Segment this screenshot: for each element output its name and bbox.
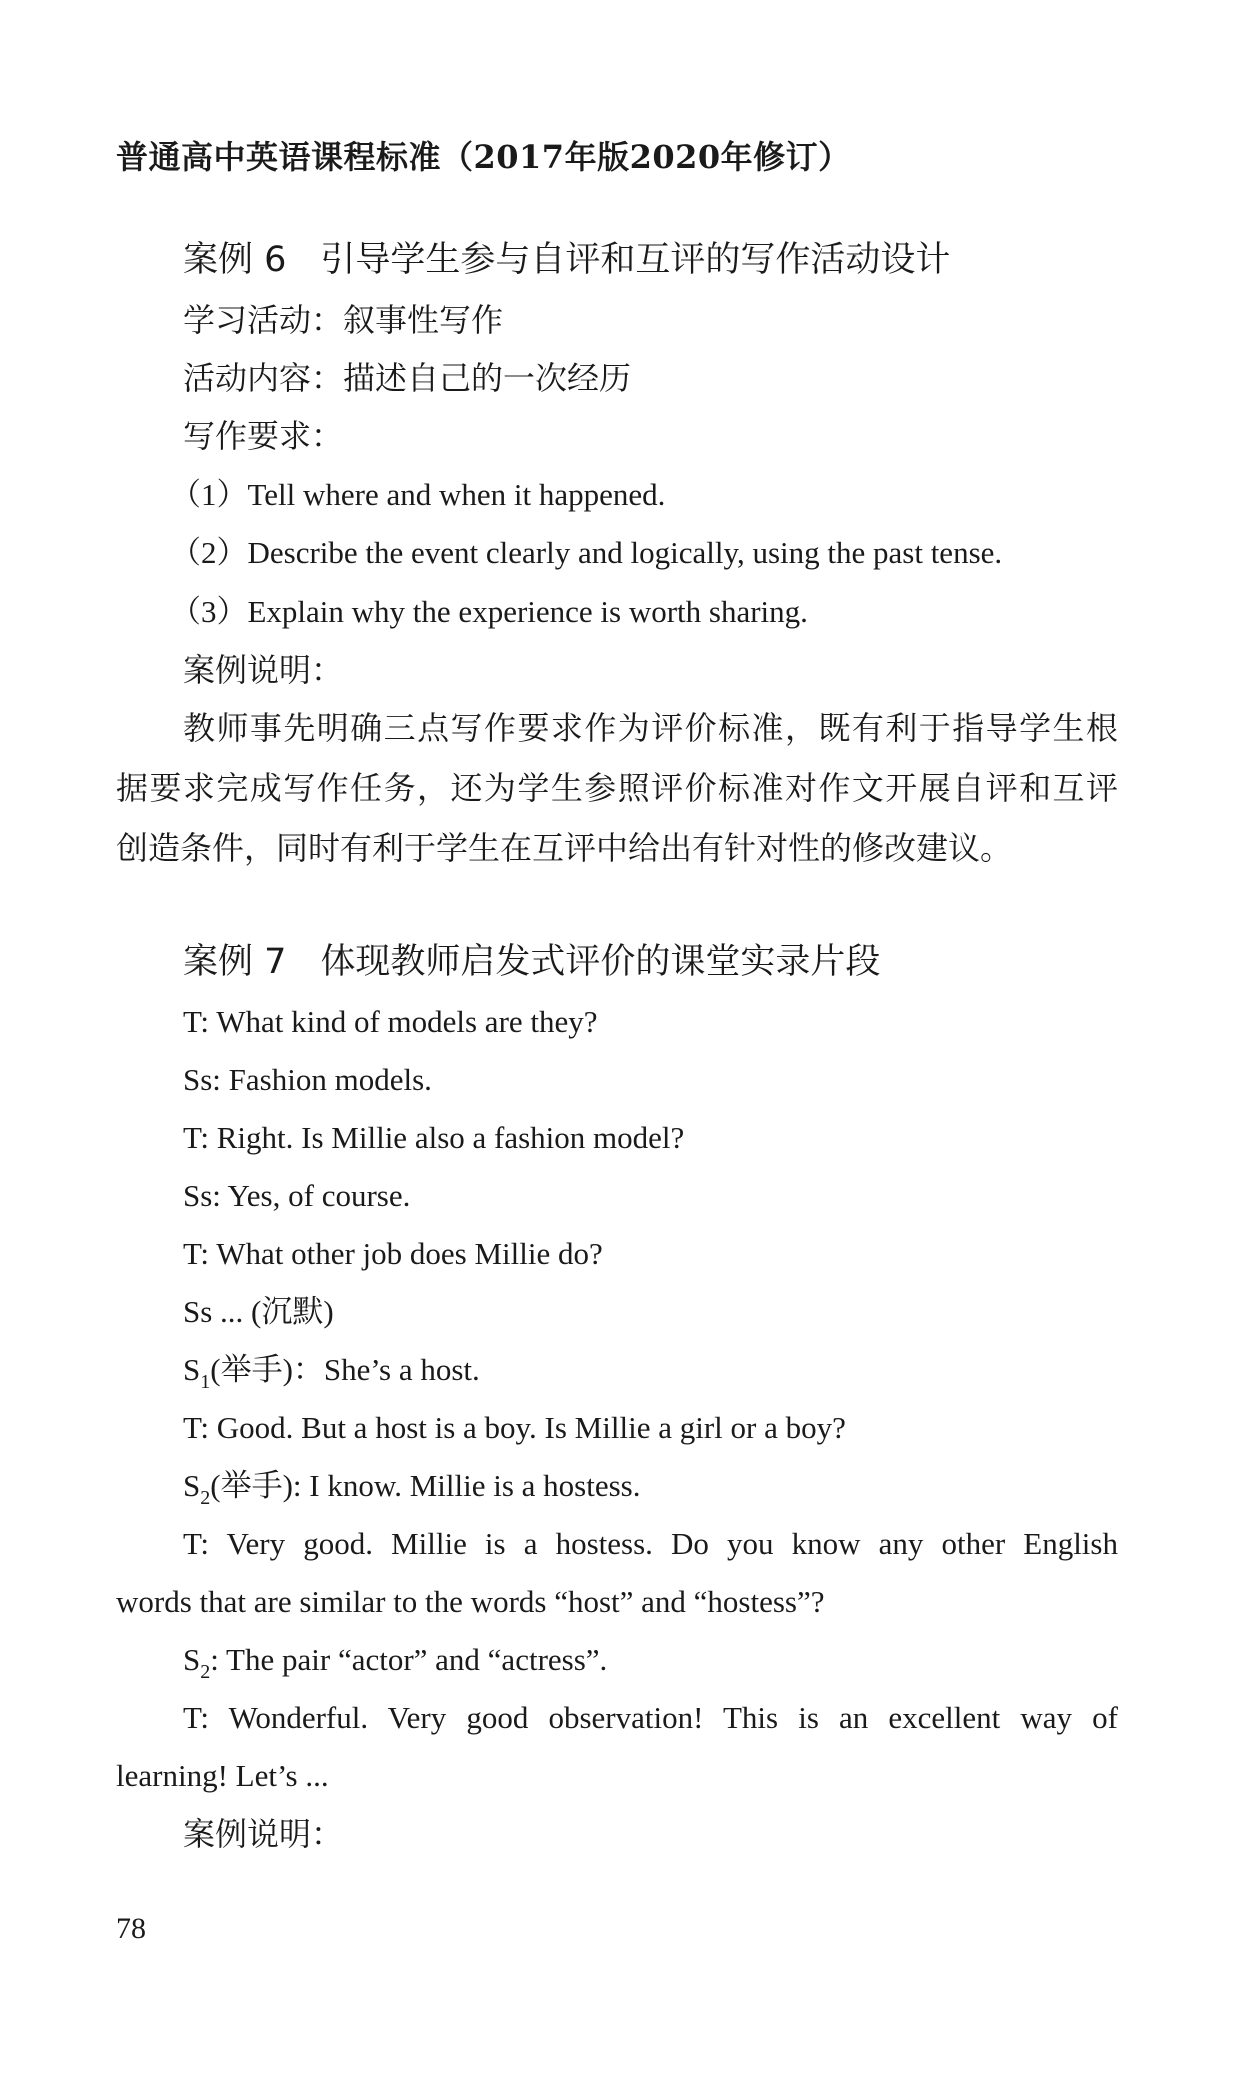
dialogue-line-s1 <box>183 1350 480 1394</box>
speaker-s2: S <box>183 1642 201 1677</box>
dialogue-line: T: Very good. Millie is a hostess. Do you know any other English <box>183 1526 1118 1561</box>
dialogue-line: T: What kind of models are they? <box>183 1004 598 1039</box>
case6-note-line-2: 据要求完成写作任务，还为学生参照评价标准对作文开展自评和互评 <box>116 769 1118 807</box>
dialogue-line-s2b <box>183 1640 607 1684</box>
dialogue-line: T: Wonderful. Very good observation! This is an excellent way of <box>183 1700 1118 1735</box>
case6-note-label: 案例说明： <box>183 651 344 689</box>
speaker-subscript: 2 <box>200 1487 211 1509</box>
dialogue-line: Ss: Fashion models. <box>183 1062 432 1097</box>
case7-title: 体现教师启发式评价的课堂实录片段 <box>320 942 881 982</box>
requirement-1: （1）Tell where and when it happened. <box>170 477 666 512</box>
utterance: (举手)：She’s a host. <box>210 1352 480 1387</box>
case6-req-label: 写作要求： <box>183 417 344 455</box>
speaker-subscript: 1 <box>200 1371 211 1393</box>
dialogue-line: words that are similar to the words “host” and “hostess”? <box>116 1584 825 1619</box>
dialogue-line: T: Good. But a host is a boy. Is Millie a girl or a boy? <box>183 1410 846 1445</box>
requirement-2: （2）Describe the event clearly and logically, using the past tense. <box>170 535 1003 570</box>
utterance: : The pair “actor” and “actress”. <box>210 1642 608 1677</box>
speaker-subscript: 2 <box>200 1661 211 1683</box>
case6-content: 活动内容：描述自己的一次经历 <box>183 359 632 397</box>
case6-heading <box>183 240 950 280</box>
utterance: (举手): I know. Millie is a hostess. <box>210 1468 641 1503</box>
case7-number: 案例 7 <box>183 942 287 982</box>
dialogue-line: T: What other job does Millie do? <box>183 1236 603 1271</box>
requirement-3: （3）Explain why the experience is worth sharing. <box>170 594 808 629</box>
case6-activity: 学习活动：叙事性写作 <box>183 301 504 339</box>
dialogue-line: Ss ... (沉默) <box>183 1294 334 1329</box>
case6-note-line-1: 教师事先明确三点写作要求作为评价标准，既有利于指导学生根 <box>183 709 1118 747</box>
dialogue-line-s2 <box>183 1466 640 1510</box>
case6-title: 引导学生参与自评和互评的写作活动设计 <box>320 240 951 280</box>
dialogue-line: T: Right. Is Millie also a fashion model? <box>183 1120 685 1155</box>
running-header: 普通高中英语课程标准（2017年版2020年修订） <box>116 138 851 176</box>
page-number: 78 <box>116 1912 146 1945</box>
case6-note-line-3: 创造条件，同时有利于学生在互评中给出有针对性的修改建议。 <box>116 829 1013 867</box>
case6-number: 案例 6 <box>183 240 287 280</box>
speaker-s1: S <box>183 1352 201 1387</box>
case7-heading <box>183 942 880 982</box>
dialogue-line: learning! Let’s ... <box>116 1758 329 1793</box>
speaker-s2: S <box>183 1468 201 1503</box>
dialogue-line: Ss: Yes, of course. <box>183 1178 411 1213</box>
case7-note-label: 案例说明： <box>183 1815 344 1853</box>
